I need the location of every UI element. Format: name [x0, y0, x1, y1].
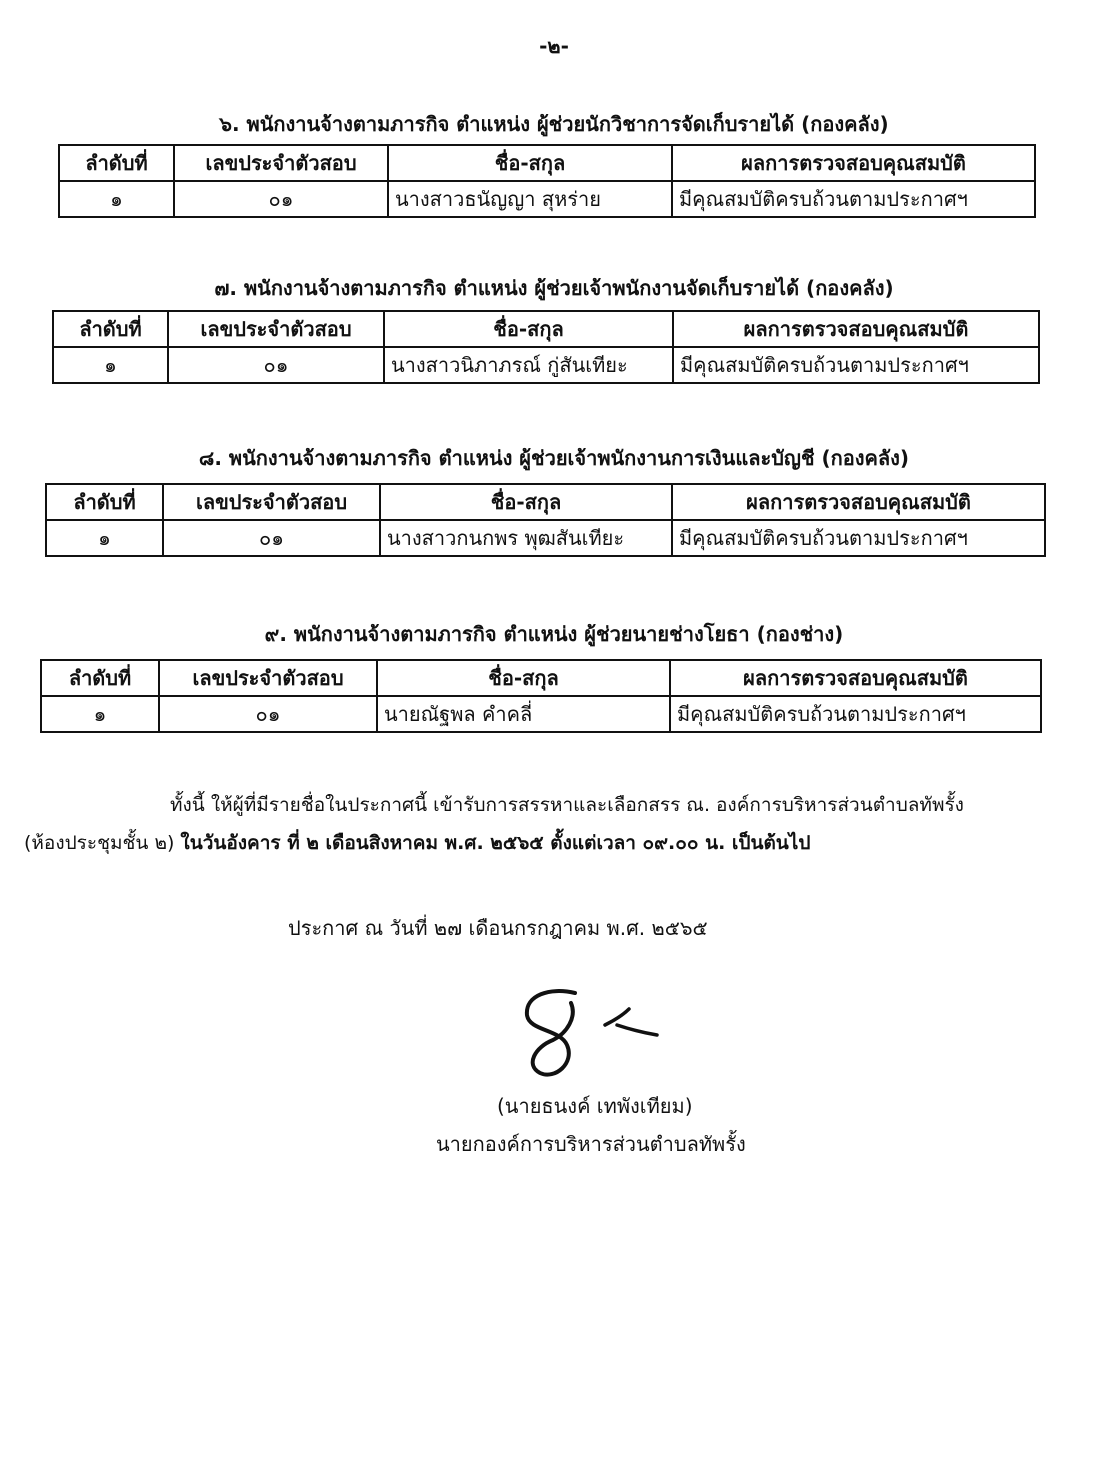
signer-title: นายกองค์การบริหารส่วนตำบลทัพรั้ง	[436, 1132, 746, 1156]
header-exam-id: เลขประจำตัวสอบ	[174, 145, 388, 181]
header-order: ลำดับที่	[41, 660, 159, 696]
section-title-6: ๖. พนักงานจ้างตามภารกิจ ตำแหน่ง ผู้ช่วยนักวิชาการจัดเก็บรายได้ (กองคลัง)	[219, 112, 889, 136]
header-order: ลำดับที่	[53, 311, 168, 347]
table-header-row	[41, 660, 1041, 696]
header-order: ลำดับที่	[59, 145, 174, 181]
cell-result: มีคุณสมบัติครบถ้วนตามประกาศฯ	[673, 347, 1039, 383]
header-result: ผลการตรวจสอบคุณสมบัติ	[672, 145, 1035, 181]
header-result: ผลการตรวจสอบคุณสมบัติ	[673, 311, 1039, 347]
table-row	[53, 347, 1039, 383]
notice-line-2-date: ในวันอังคาร ที่ ๒ เดือนสิงหาคม พ.ศ. ๒๕๖๕ ตั้งแต่เวลา ๐๙.๐๐ น. เป็นต้นไป	[180, 832, 811, 854]
notice-line-2-room: (ห้องประชุมชั้น ๒)	[24, 832, 181, 854]
cell-result: มีคุณสมบัติครบถ้วนตามประกาศฯ	[672, 181, 1035, 217]
notice-line-2	[24, 828, 810, 858]
header-result: ผลการตรวจสอบคุณสมบัติ	[670, 660, 1041, 696]
cell-order: ๑	[46, 520, 163, 556]
header-name: ชื่อ-สกุล	[377, 660, 670, 696]
header-order: ลำดับที่	[46, 484, 163, 520]
cell-name: นางสาวกนกพร พุฒสันเทียะ	[380, 520, 672, 556]
cell-name: นางสาวธนัญญา สุหร่าย	[388, 181, 672, 217]
signature-image	[505, 985, 685, 1085]
cell-exam-id: ๐๑	[174, 181, 388, 217]
cell-order: ๑	[59, 181, 174, 217]
table-row	[41, 696, 1041, 732]
header-exam-id: เลขประจำตัวสอบ	[168, 311, 384, 347]
table-header-row	[53, 311, 1039, 347]
table-row	[59, 181, 1035, 217]
announce-date: ประกาศ ณ วันที่ ๒๗ เดือนกรกฎาคม พ.ศ. ๒๕๖๕	[288, 916, 708, 940]
results-table-6	[58, 144, 1036, 218]
results-table-7	[52, 310, 1040, 384]
header-name: ชื่อ-สกุล	[384, 311, 673, 347]
cell-order: ๑	[41, 696, 159, 732]
table-header-row	[59, 145, 1035, 181]
cell-exam-id: ๐๑	[168, 347, 384, 383]
header-result: ผลการตรวจสอบคุณสมบัติ	[672, 484, 1045, 520]
cell-result: มีคุณสมบัติครบถ้วนตามประกาศฯ	[670, 696, 1041, 732]
page-number: -๒-	[539, 34, 569, 58]
notice-line-1: ทั้งนี้ ให้ผู้ที่มีรายชื่อในประกาศนี้ เข้ารับการสรรหาและเลือกสรร ณ. องค์การบริหารส่วนตำบลทัพรั้ง	[170, 794, 964, 816]
section-title-9: ๙. พนักงานจ้างตามภารกิจ ตำแหน่ง ผู้ช่วยนายช่างโยธา (กองช่าง)	[264, 622, 844, 646]
cell-exam-id: ๐๑	[163, 520, 380, 556]
header-exam-id: เลขประจำตัวสอบ	[159, 660, 377, 696]
table-row	[46, 520, 1045, 556]
cell-exam-id: ๐๑	[159, 696, 377, 732]
header-name: ชื่อ-สกุล	[380, 484, 672, 520]
signer-name: (นายธนงค์ เทพังเทียม)	[497, 1094, 693, 1118]
cell-name: นายณัฐพล คำคลี่	[377, 696, 670, 732]
header-name: ชื่อ-สกุล	[388, 145, 672, 181]
section-title-7: ๗. พนักงานจ้างตามภารกิจ ตำแหน่ง ผู้ช่วยเจ้าพนักงานจัดเก็บรายได้ (กองคลัง)	[214, 276, 894, 300]
results-table-9	[40, 659, 1042, 733]
table-header-row	[46, 484, 1045, 520]
header-exam-id: เลขประจำตัวสอบ	[163, 484, 380, 520]
cell-result: มีคุณสมบัติครบถ้วนตามประกาศฯ	[672, 520, 1045, 556]
cell-order: ๑	[53, 347, 168, 383]
section-title-8: ๘. พนักงานจ้างตามภารกิจ ตำแหน่ง ผู้ช่วยเจ้าพนักงานการเงินและบัญชี (กองคลัง)	[198, 446, 910, 470]
cell-name: นางสาวนิภาภรณ์ กู่สันเทียะ	[384, 347, 673, 383]
results-table-8	[45, 483, 1046, 557]
